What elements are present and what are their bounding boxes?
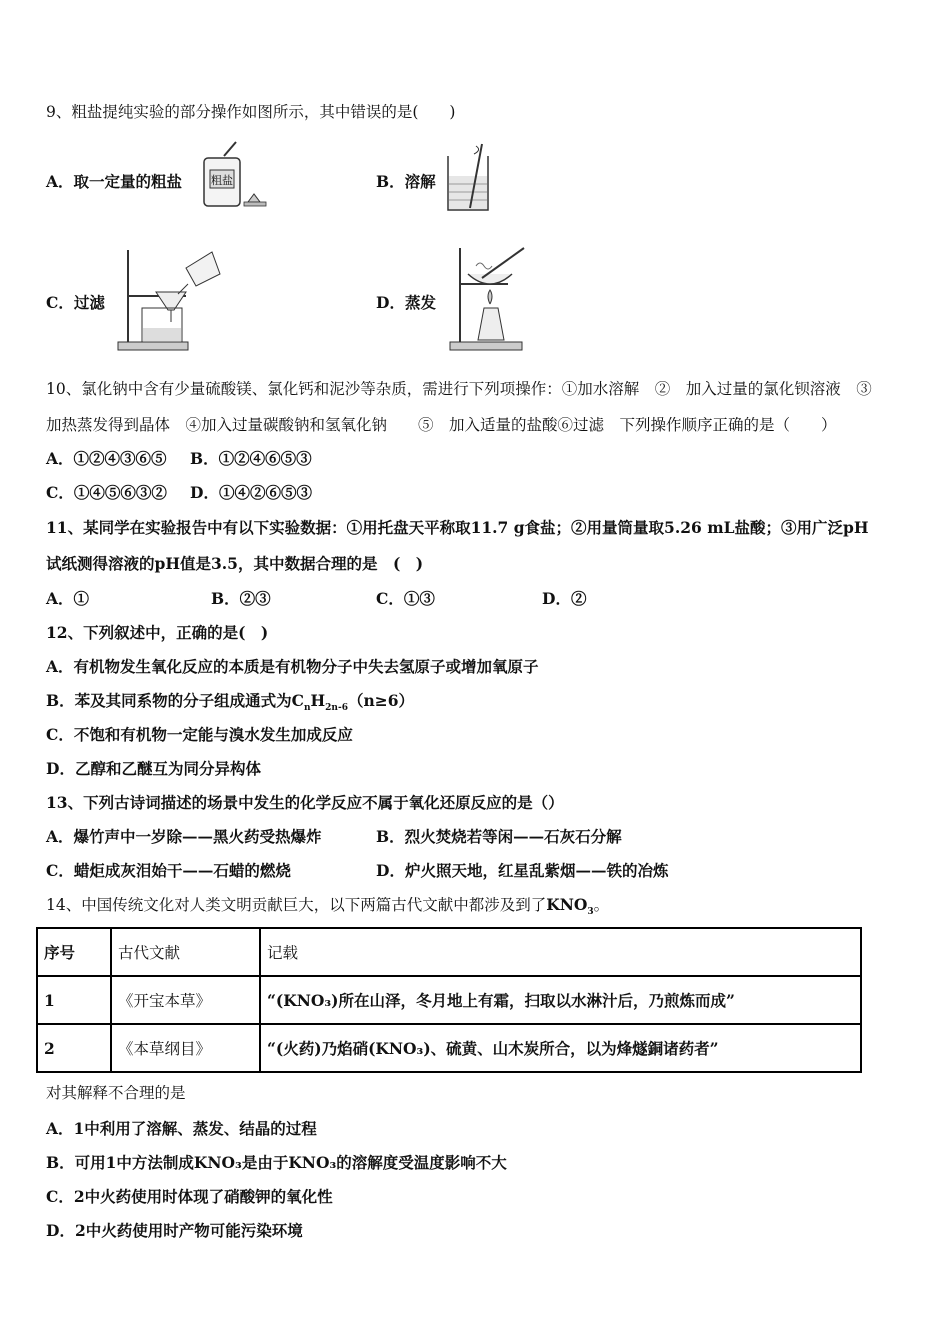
- option-b-cond: （n≥6）: [347, 691, 415, 710]
- q14-followup: 对其解释不合理的是: [46, 1084, 186, 1102]
- option-b-h: H: [310, 691, 326, 710]
- q14-option-a[interactable]: A．1中利用了溶解、蒸发、结晶的过程: [46, 1119, 317, 1138]
- option-key: A．: [46, 172, 74, 191]
- filtration-figure: [116, 244, 224, 352]
- q10-option-d[interactable]: D．①④②⑥⑤③: [190, 483, 312, 502]
- q10-stem-line2: 加热蒸发得到晶体 ④加入过量碳酸钠和氢氧化钠 ⑤ 加入适量的盐酸⑥过滤 下列操作顺序正确的是（ ）: [46, 416, 837, 434]
- option-b-text: B．苯及其同系物的分子组成通式为C: [46, 691, 304, 710]
- q13-option-c[interactable]: C．蜡炬成灰泪始干——石蜡的燃烧: [46, 861, 291, 880]
- q14-option-d[interactable]: D．2中火药使用时产物可能污染环境: [46, 1221, 303, 1240]
- table-row: [37, 1024, 861, 1072]
- option-text: 取一定量的粗盐: [73, 172, 183, 191]
- q14-option-c[interactable]: C．2中火药使用时体现了硝酸钾的氧化性: [46, 1187, 333, 1206]
- table-header-row: [37, 928, 861, 976]
- option-key: C．: [46, 293, 74, 312]
- q14-stem-text: 14、中国传统文化对人类文明贡献巨大，以下两篇古代文献中都涉及到了: [46, 896, 547, 914]
- table-cell: “(火药)乃焰硝(KNO₃)、硫黄、山木炭所合，以为烽燧銅诸药者”: [260, 1024, 861, 1072]
- beaker-stir-figure: [442, 140, 494, 214]
- table-cell: 《开宝本草》: [111, 976, 260, 1024]
- q10-stem-line1: 10、氯化钠中含有少量硫酸镁、氯化钙和泥沙等杂质，需进行下列项操作：①加水溶解 ② 加入过量的氯化钡溶液 ③: [46, 380, 872, 398]
- q9-option-b[interactable]: [376, 172, 436, 192]
- header-cell: 序号: [37, 928, 111, 976]
- subscript-2n-6: 2n-6: [325, 703, 348, 714]
- q12-option-c[interactable]: C．不饱和有机物一定能与溴水发生加成反应: [46, 725, 353, 744]
- option-text: 溶解: [404, 172, 436, 191]
- bottle-label: 粗盐: [211, 174, 233, 187]
- q14-stem-end: 。: [593, 896, 610, 914]
- option-key: D．: [376, 293, 405, 312]
- option-text: 蒸发: [404, 293, 436, 312]
- q12-option-b[interactable]: [46, 691, 414, 718]
- header-cell: 记载: [260, 928, 861, 976]
- q11-stem-line2: 试纸测得溶液的pH值是3.5，其中数据合理的是 ( ): [46, 554, 424, 573]
- q12-option-a[interactable]: A．有机物发生氧化反应的本质是有机物分子中失去氢原子或增加氧原子: [46, 657, 539, 676]
- q14-chem: KNO: [546, 895, 588, 914]
- q13-option-b[interactable]: B．烈火焚烧若等闲——石灰石分解: [376, 827, 622, 846]
- q14-option-b[interactable]: B．可用1中方法制成KNO₃是由于KNO₃的溶解度受温度影响不大: [46, 1153, 507, 1172]
- salt-bottle-figure: [198, 140, 270, 212]
- table-cell: 1: [37, 976, 111, 1024]
- q11-option-b[interactable]: B．②③: [211, 589, 271, 608]
- option-text: 过滤: [73, 293, 105, 312]
- q11-option-c[interactable]: C．①③: [376, 589, 435, 608]
- q9-stem: 9、粗盐提纯实验的部分操作如图所示，其中错误的是( ): [46, 103, 456, 121]
- q14-stem: [46, 895, 609, 922]
- q12-option-d[interactable]: D．乙醇和乙醚互为同分异构体: [46, 759, 261, 778]
- evaporation-figure: [446, 244, 528, 352]
- q11-option-a[interactable]: A．①: [46, 589, 90, 608]
- q10-option-a[interactable]: A．①②④③⑥⑤: [46, 449, 167, 468]
- q9-option-a[interactable]: [46, 172, 182, 192]
- q11-option-d[interactable]: D．②: [542, 589, 587, 608]
- table-row: [37, 976, 861, 1024]
- q10-option-b[interactable]: B．①②④⑥⑤③: [190, 449, 312, 468]
- q11-stem-line1: 11、某同学在实验报告中有以下实验数据：①用托盘天平称取11.7 g食盐；②用量筒量取5.26 mL盐酸；③用广泛pH: [46, 518, 869, 537]
- q12-stem: 12、下列叙述中，正确的是( ): [46, 623, 269, 642]
- q10-option-c[interactable]: C．①④⑤⑥③②: [46, 483, 167, 502]
- q13-stem: 13、下列古诗词描述的场景中发生的化学反应不属于氧化还原反应的是（）: [46, 793, 564, 812]
- q9-option-c[interactable]: [46, 293, 105, 313]
- q9-option-d[interactable]: [376, 293, 436, 313]
- subscript-n: n: [303, 703, 311, 714]
- table-cell: “(KNO₃)所在山泽，冬月地上有霜，扫取以水淋汁后，乃煎炼而成”: [260, 976, 861, 1024]
- option-key: B．: [376, 172, 405, 191]
- q13-option-a[interactable]: A．爆竹声中一岁除——黑火药受热爆炸: [46, 827, 322, 846]
- table-cell: 2: [37, 1024, 111, 1072]
- q14-chem-sub: 3: [587, 907, 594, 918]
- records-table: [36, 927, 862, 1073]
- table-cell: 《本草纲目》: [111, 1024, 260, 1072]
- header-cell: 古代文献: [111, 928, 260, 976]
- q13-option-d[interactable]: D．炉火照天地，红星乱紫烟——铁的冶炼: [376, 861, 669, 880]
